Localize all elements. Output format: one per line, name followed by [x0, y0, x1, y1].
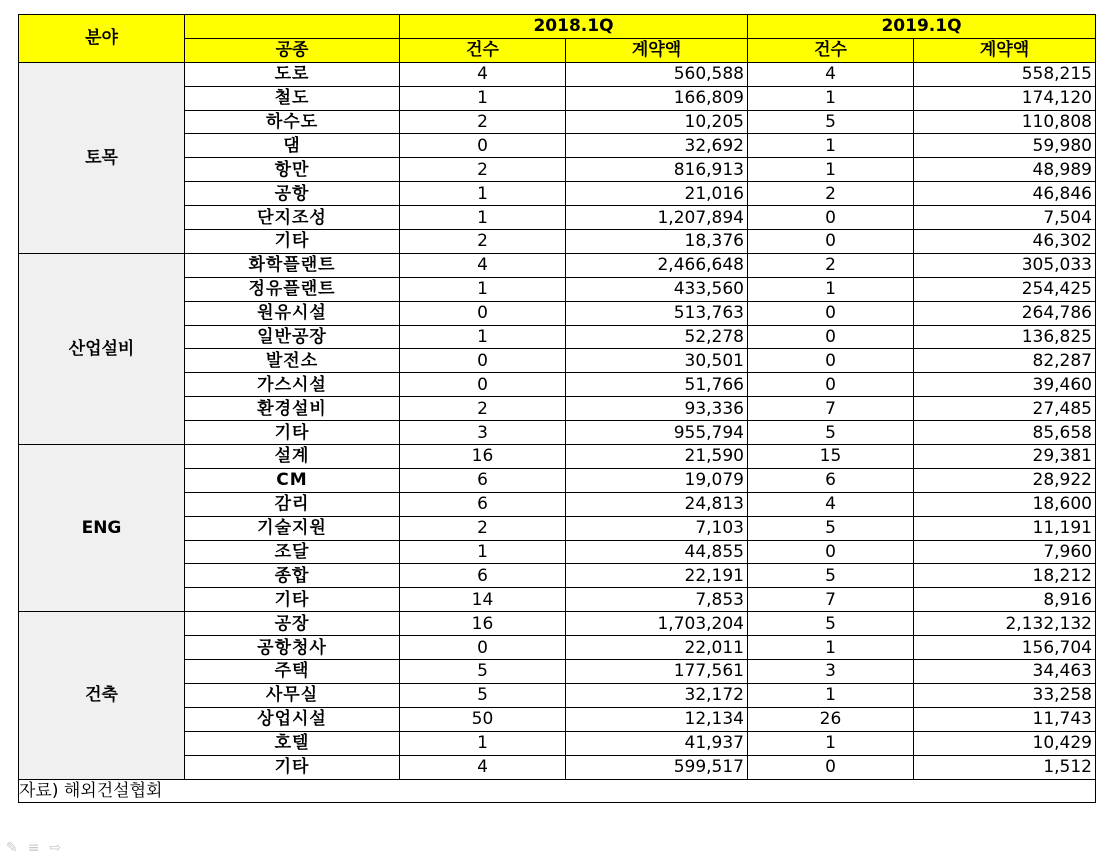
count-2019-cell[interactable]: 4	[748, 492, 914, 516]
count-2019-cell[interactable]: 5	[748, 564, 914, 588]
count-2018-cell[interactable]: 6	[400, 468, 566, 492]
table-row	[19, 62, 1096, 86]
type-cell[interactable]: 호텔	[185, 731, 400, 755]
type-cell[interactable]: 도로	[185, 62, 400, 86]
count-2018-cell[interactable]: 1	[400, 277, 566, 301]
amount-2019-cell[interactable]: 254,425	[914, 277, 1096, 301]
count-2018-cell[interactable]: 0	[400, 373, 566, 397]
count-2018-cell[interactable]: 16	[400, 612, 566, 636]
type-cell[interactable]: 화학플랜트	[185, 253, 400, 277]
header-amount-2018[interactable]: 계약액	[566, 38, 748, 62]
type-cell[interactable]: 상업시설	[185, 707, 400, 731]
count-2018-cell[interactable]: 0	[400, 301, 566, 325]
pencil-icon[interactable]: ✎	[6, 840, 18, 856]
count-2018-cell[interactable]: 1	[400, 206, 566, 230]
field-cell[interactable]: ENG	[19, 445, 185, 612]
count-2018-cell[interactable]: 3	[400, 421, 566, 445]
amount-2019-cell[interactable]: 27,485	[914, 397, 1096, 421]
amount-2018-cell[interactable]: 41,937	[566, 731, 748, 755]
header-field[interactable]: 분야	[19, 15, 185, 63]
count-2019-cell[interactable]: 5	[748, 110, 914, 134]
amount-2018-cell[interactable]: 2,466,648	[566, 253, 748, 277]
type-cell[interactable]: 설계	[185, 445, 400, 469]
amount-2018-cell[interactable]: 177,561	[566, 660, 748, 684]
amount-2019-cell[interactable]: 46,846	[914, 182, 1096, 206]
count-2018-cell[interactable]: 2	[400, 397, 566, 421]
type-cell[interactable]: 원유시설	[185, 301, 400, 325]
amount-2019-cell[interactable]: 46,302	[914, 230, 1096, 254]
amount-2019-cell[interactable]: 136,825	[914, 325, 1096, 349]
amount-2019-cell[interactable]: 85,658	[914, 421, 1096, 445]
amount-2018-cell[interactable]: 816,913	[566, 158, 748, 182]
count-2019-cell[interactable]: 0	[748, 373, 914, 397]
field-cell[interactable]: 토목	[19, 62, 185, 253]
count-2019-cell[interactable]: 0	[748, 540, 914, 564]
amount-2019-cell[interactable]: 48,989	[914, 158, 1096, 182]
count-2019-cell[interactable]: 1	[748, 134, 914, 158]
amount-2019-cell[interactable]: 82,287	[914, 349, 1096, 373]
count-2018-cell[interactable]: 1	[400, 182, 566, 206]
amount-2019-cell[interactable]: 39,460	[914, 373, 1096, 397]
header-blank[interactable]	[185, 15, 400, 39]
amount-2019-cell[interactable]: 59,980	[914, 134, 1096, 158]
amount-2018-cell[interactable]: 12,134	[566, 707, 748, 731]
count-2018-cell[interactable]: 0	[400, 636, 566, 660]
amount-2019-cell[interactable]: 10,429	[914, 731, 1096, 755]
count-2019-cell[interactable]: 4	[748, 62, 914, 86]
count-2019-cell[interactable]: 1	[748, 683, 914, 707]
header-count-2018[interactable]: 건수	[400, 38, 566, 62]
sheet-toolbar	[6, 840, 71, 856]
count-2018-cell[interactable]: 1	[400, 325, 566, 349]
type-cell[interactable]: 가스시설	[185, 373, 400, 397]
field-cell[interactable]: 건축	[19, 612, 185, 779]
amount-2019-cell[interactable]: 34,463	[914, 660, 1096, 684]
type-cell[interactable]: 정유플랜트	[185, 277, 400, 301]
amount-2018-cell[interactable]: 599,517	[566, 755, 748, 779]
count-2019-cell[interactable]: 2	[748, 253, 914, 277]
count-2018-cell[interactable]: 6	[400, 564, 566, 588]
amount-2019-cell[interactable]: 7,960	[914, 540, 1096, 564]
count-2019-cell[interactable]: 26	[748, 707, 914, 731]
header-period-2019[interactable]: 2019.1Q	[748, 15, 1096, 39]
count-2018-cell[interactable]: 1	[400, 731, 566, 755]
amount-2018-cell[interactable]: 21,016	[566, 182, 748, 206]
amount-2018-cell[interactable]: 560,588	[566, 62, 748, 86]
type-cell[interactable]: 공항청사	[185, 636, 400, 660]
count-2018-cell[interactable]: 0	[400, 349, 566, 373]
amount-2018-cell[interactable]: 433,560	[566, 277, 748, 301]
amount-2018-cell[interactable]: 22,191	[566, 564, 748, 588]
amount-2018-cell[interactable]: 21,590	[566, 445, 748, 469]
list-icon[interactable]: ≡	[27, 840, 40, 856]
amount-2019-cell[interactable]: 8,916	[914, 588, 1096, 612]
count-2019-cell[interactable]: 5	[748, 421, 914, 445]
count-2018-cell[interactable]: 14	[400, 588, 566, 612]
count-2019-cell[interactable]: 1	[748, 86, 914, 110]
type-cell[interactable]: 공장	[185, 612, 400, 636]
contract-table	[18, 14, 1096, 803]
type-cell[interactable]: 단지조성	[185, 206, 400, 230]
count-2019-cell[interactable]: 0	[748, 230, 914, 254]
amount-2018-cell[interactable]: 24,813	[566, 492, 748, 516]
header-period-2018[interactable]: 2018.1Q	[400, 15, 748, 39]
amount-2019-cell[interactable]: 33,258	[914, 683, 1096, 707]
count-2018-cell[interactable]: 2	[400, 230, 566, 254]
amount-2019-cell[interactable]: 1,512	[914, 755, 1096, 779]
type-cell[interactable]: 조달	[185, 540, 400, 564]
count-2019-cell[interactable]: 7	[748, 588, 914, 612]
amount-2018-cell[interactable]: 1,207,894	[566, 206, 748, 230]
count-2019-cell[interactable]: 6	[748, 468, 914, 492]
count-2019-cell[interactable]: 0	[748, 206, 914, 230]
type-cell[interactable]: 주택	[185, 660, 400, 684]
count-2018-cell[interactable]: 6	[400, 492, 566, 516]
count-2019-cell[interactable]: 1	[748, 158, 914, 182]
type-cell[interactable]: 종합	[185, 564, 400, 588]
count-2019-cell[interactable]: 0	[748, 755, 914, 779]
source-note[interactable]: 자료) 해외건설협회	[19, 779, 1096, 803]
amount-2018-cell[interactable]: 7,853	[566, 588, 748, 612]
amount-2018-cell[interactable]: 955,794	[566, 421, 748, 445]
type-cell[interactable]: 발전소	[185, 349, 400, 373]
count-2019-cell[interactable]: 0	[748, 325, 914, 349]
type-cell[interactable]: 기타	[185, 755, 400, 779]
table-row	[19, 445, 1096, 469]
count-2019-cell[interactable]: 1	[748, 731, 914, 755]
amount-2019-cell[interactable]: 18,600	[914, 492, 1096, 516]
count-2018-cell[interactable]: 1	[400, 540, 566, 564]
type-cell[interactable]: 댐	[185, 134, 400, 158]
amount-2018-cell[interactable]: 18,376	[566, 230, 748, 254]
count-2019-cell[interactable]: 1	[748, 277, 914, 301]
header-amount-2019[interactable]: 계약액	[914, 38, 1096, 62]
count-2018-cell[interactable]: 5	[400, 683, 566, 707]
type-cell[interactable]: CM	[185, 468, 400, 492]
count-2018-cell[interactable]: 0	[400, 134, 566, 158]
count-2019-cell[interactable]: 0	[748, 349, 914, 373]
amount-2019-cell[interactable]: 28,922	[914, 468, 1096, 492]
amount-2018-cell[interactable]: 32,692	[566, 134, 748, 158]
amount-2019-cell[interactable]: 305,033	[914, 253, 1096, 277]
amount-2018-cell[interactable]: 10,205	[566, 110, 748, 134]
count-2019-cell[interactable]: 15	[748, 445, 914, 469]
type-cell[interactable]: 감리	[185, 492, 400, 516]
count-2019-cell[interactable]: 1	[748, 636, 914, 660]
amount-2018-cell[interactable]: 93,336	[566, 397, 748, 421]
amount-2019-cell[interactable]: 264,786	[914, 301, 1096, 325]
amount-2018-cell[interactable]: 32,172	[566, 683, 748, 707]
amount-2019-cell[interactable]: 29,381	[914, 445, 1096, 469]
count-2019-cell[interactable]: 5	[748, 516, 914, 540]
count-2019-cell[interactable]: 2	[748, 182, 914, 206]
amount-2018-cell[interactable]: 166,809	[566, 86, 748, 110]
count-2019-cell[interactable]: 5	[748, 612, 914, 636]
amount-2019-cell[interactable]: 18,212	[914, 564, 1096, 588]
count-2018-cell[interactable]: 4	[400, 253, 566, 277]
count-2018-cell[interactable]: 16	[400, 445, 566, 469]
amount-2018-cell[interactable]: 22,011	[566, 636, 748, 660]
amount-2019-cell[interactable]: 2,132,132	[914, 612, 1096, 636]
amount-2018-cell[interactable]: 7,103	[566, 516, 748, 540]
type-cell[interactable]: 기타	[185, 421, 400, 445]
arrow-right-icon[interactable]: ⇨	[49, 840, 62, 856]
count-2018-cell[interactable]: 2	[400, 110, 566, 134]
amount-2018-cell[interactable]: 52,278	[566, 325, 748, 349]
amount-2018-cell[interactable]: 1,703,204	[566, 612, 748, 636]
count-2019-cell[interactable]: 3	[748, 660, 914, 684]
count-2018-cell[interactable]: 1	[400, 86, 566, 110]
type-cell[interactable]: 일반공장	[185, 325, 400, 349]
source-row	[19, 779, 1096, 803]
amount-2019-cell[interactable]: 11,191	[914, 516, 1096, 540]
type-cell[interactable]: 공항	[185, 182, 400, 206]
amount-2018-cell[interactable]: 30,501	[566, 349, 748, 373]
type-cell[interactable]: 기타	[185, 588, 400, 612]
amount-2018-cell[interactable]: 19,079	[566, 468, 748, 492]
table-row	[19, 253, 1096, 277]
field-cell[interactable]: 산업설비	[19, 253, 185, 444]
count-2019-cell[interactable]: 0	[748, 301, 914, 325]
count-2018-cell[interactable]: 2	[400, 516, 566, 540]
amount-2019-cell[interactable]: 156,704	[914, 636, 1096, 660]
type-cell[interactable]: 기술지원	[185, 516, 400, 540]
type-cell[interactable]: 사무실	[185, 683, 400, 707]
amount-2018-cell[interactable]: 513,763	[566, 301, 748, 325]
count-2018-cell[interactable]: 2	[400, 158, 566, 182]
amount-2019-cell[interactable]: 11,743	[914, 707, 1096, 731]
type-cell[interactable]: 철도	[185, 86, 400, 110]
header-type[interactable]: 공종	[185, 38, 400, 62]
type-cell[interactable]: 환경설비	[185, 397, 400, 421]
table-row	[19, 612, 1096, 636]
count-2018-cell[interactable]: 4	[400, 62, 566, 86]
type-cell[interactable]: 하수도	[185, 110, 400, 134]
amount-2019-cell[interactable]: 110,808	[914, 110, 1096, 134]
type-cell[interactable]: 항만	[185, 158, 400, 182]
count-2018-cell[interactable]: 5	[400, 660, 566, 684]
header-row-1	[19, 15, 1096, 39]
header-count-2019[interactable]: 건수	[748, 38, 914, 62]
count-2018-cell[interactable]: 4	[400, 755, 566, 779]
amount-2019-cell[interactable]: 174,120	[914, 86, 1096, 110]
amount-2018-cell[interactable]: 44,855	[566, 540, 748, 564]
count-2019-cell[interactable]: 7	[748, 397, 914, 421]
amount-2018-cell[interactable]: 51,766	[566, 373, 748, 397]
amount-2019-cell[interactable]: 558,215	[914, 62, 1096, 86]
count-2018-cell[interactable]: 50	[400, 707, 566, 731]
amount-2019-cell[interactable]: 7,504	[914, 206, 1096, 230]
type-cell[interactable]: 기타	[185, 230, 400, 254]
